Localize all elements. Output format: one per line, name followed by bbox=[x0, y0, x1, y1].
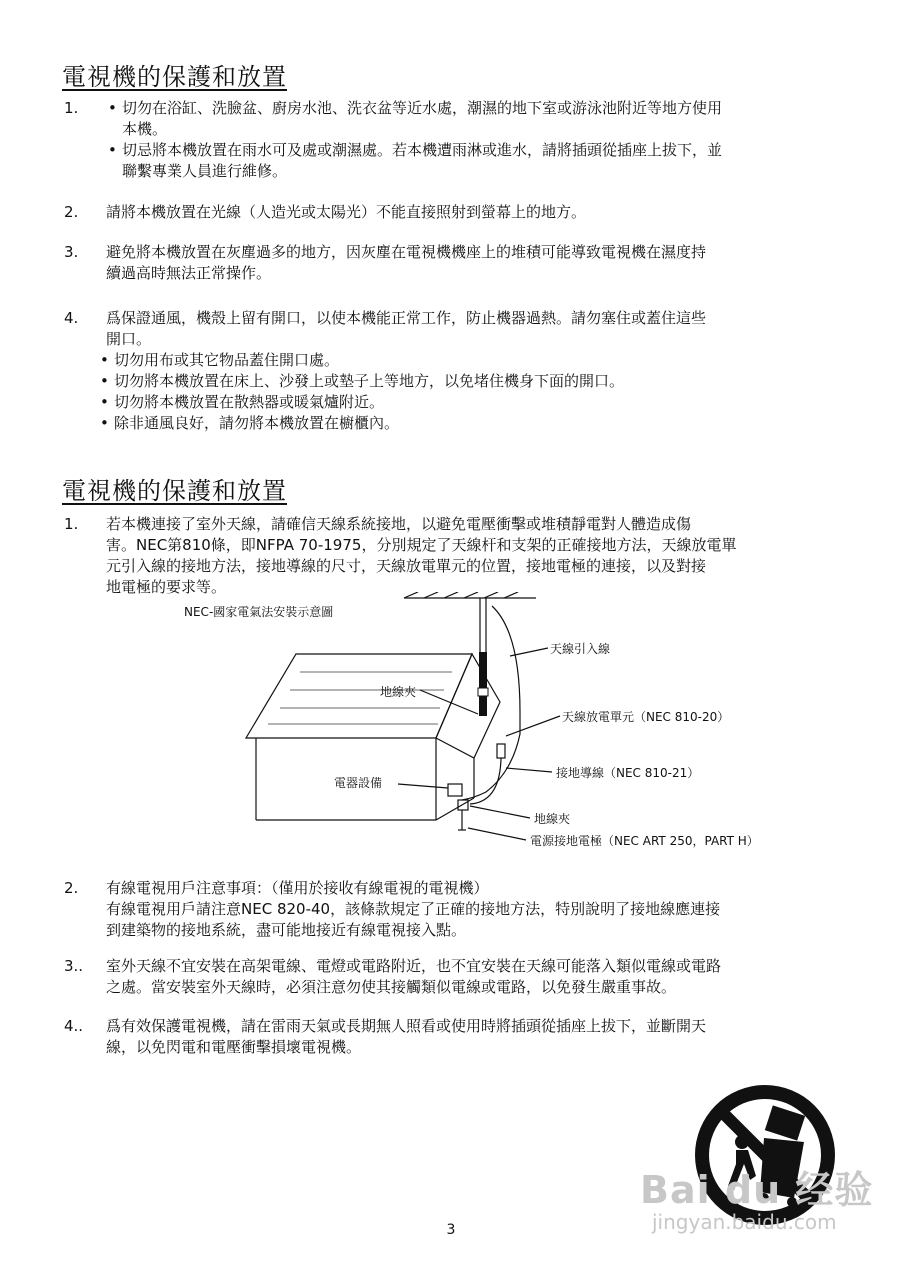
text-line: 爲有效保護電視機，請在雷雨天氣或長期無人照看或使用時將插頭從插座上拔下，並斷開天 bbox=[106, 1017, 707, 1035]
label-ground-conductor: 接地導線（NEC 810-21） bbox=[556, 766, 700, 780]
text-line: 地電極的要求等。 bbox=[106, 578, 227, 596]
bullet-item: • 切勿將本機放置在散熱器或暖氣爐附近。 bbox=[100, 392, 854, 413]
house-drawing bbox=[246, 592, 560, 840]
page-number: 3 bbox=[446, 1222, 456, 1238]
label-ground-electrode: 電源接地電極（NEC ART 250，PART H） bbox=[530, 834, 759, 848]
bullet-item: • 切勿用布或其它物品蓋住開口處。 bbox=[100, 350, 854, 371]
text-line: 避免將本機放置在灰塵過多的地方，因灰塵在電視機機座上的堆積可能導致電視機在濕度持 bbox=[106, 243, 707, 261]
text-line: 本機。 bbox=[122, 120, 168, 138]
watermark-logo: Bai du 经验 bbox=[640, 1168, 874, 1212]
watermark-url: jingyan.baidu.com bbox=[652, 1210, 837, 1234]
item-body bbox=[106, 242, 854, 284]
text-line: 元引入線的接地方法，接地導線的尺寸，天線放電單元的位置，接地電極的連接，以及對接 bbox=[106, 557, 707, 575]
text-line: • 切忌將本機放置在雨水可及處或潮濕處。若本機遭雨淋或進水，請將插頭從插座上拔下，並 bbox=[122, 141, 723, 159]
item-number: 1. bbox=[64, 515, 79, 533]
item-number: 4.. bbox=[64, 1017, 84, 1035]
text-line: 有線電視用戶注意事項：（僅用於接收有線電視的電視機） bbox=[106, 879, 489, 897]
item-number: 4. bbox=[64, 309, 79, 327]
section-title-placement: 電視機的保護和放置 bbox=[62, 63, 287, 91]
item-body bbox=[106, 956, 854, 998]
item-number: 2. bbox=[64, 879, 79, 897]
text-line: 有線電視用戶請注意NEC 820-40，該條款規定了正確的接地方法，特別說明了接地線應連接 bbox=[106, 900, 721, 918]
sub-bullet-list bbox=[102, 350, 854, 434]
bullet-item bbox=[106, 98, 854, 140]
item-body bbox=[106, 514, 854, 598]
text-line: 若本機連接了室外天線，請確信天線系統接地，以避免電壓衝擊或堆積靜電對人體造成傷 bbox=[106, 515, 692, 533]
text-line: 害。NEC第810條，即NFPA 70-1975，分別規定了天線杆和支架的正確接地方法，天線放電單 bbox=[106, 536, 737, 554]
text-line: 開口。 bbox=[106, 330, 152, 348]
text-line: 續過高時無法正常操作。 bbox=[106, 264, 272, 282]
item-number: 1. bbox=[64, 99, 79, 117]
section-title-antenna: 電視機的保護和放置 bbox=[62, 477, 287, 505]
label-electric-equipment: 電器設備 bbox=[334, 776, 383, 790]
text-line: 線，以免閃電和電壓衝擊損壞電視機。 bbox=[106, 1038, 362, 1056]
item-number: 2. bbox=[64, 203, 79, 221]
mast-clamp-shape bbox=[479, 652, 487, 716]
text-line: 爲保證通風，機殼上留有開口，以使本機能正常工作，防止機器過熱。請勿塞住或蓋住這些 bbox=[106, 309, 707, 327]
bullet-item bbox=[106, 140, 854, 182]
label-ground-clamp-bottom: 地線夾 bbox=[534, 812, 571, 826]
item-body bbox=[106, 202, 854, 223]
bullet-item: • 切勿將本機放置在床上、沙發上或墊子上等地方，以免堵住機身下面的開口。 bbox=[100, 371, 854, 392]
text-line: • 切勿在浴缸、洗臉盆、廚房水池、洗衣盆等近水處，潮濕的地下室或游泳池附近等地方使用 bbox=[122, 99, 723, 117]
item-number: 3. bbox=[64, 243, 79, 261]
label-discharge-unit: 天線放電單元（NEC 810-20） bbox=[562, 710, 730, 724]
item-number: 3.. bbox=[64, 957, 84, 975]
bullet-item: • 除非通風良好，請勿將本機放置在櫥櫃內。 bbox=[100, 413, 854, 434]
item-body bbox=[106, 308, 854, 350]
diagram-title: NEC-國家電氣法安裝示意圖 bbox=[184, 605, 334, 619]
item-body bbox=[106, 1016, 854, 1058]
text-line: 到建築物的接地系統，盡可能地接近有線電視接入點。 bbox=[106, 921, 467, 939]
item-body bbox=[106, 878, 854, 941]
antenna-grounding-diagram bbox=[0, 592, 902, 852]
label-antenna-lead: 天線引入線 bbox=[550, 642, 611, 656]
label-ground-clamp-top: 地線夾 bbox=[380, 685, 417, 699]
item-body bbox=[106, 98, 854, 182]
text-line: 之處。當安裝室外天線時，必須注意勿使其接觸類似電線或電路，以免發生嚴重事故。 bbox=[106, 978, 677, 996]
text-line: 聯繫專業人員進行維修。 bbox=[122, 162, 288, 180]
text-line: 室外天線不宜安裝在高架電線、電燈或電路附近，也不宜安裝在天線可能落入類似電線或電路 bbox=[106, 957, 722, 975]
text-line: 請將本機放置在光線（人造光或太陽光）不能直接照射到螢幕上的地方。 bbox=[106, 203, 587, 221]
